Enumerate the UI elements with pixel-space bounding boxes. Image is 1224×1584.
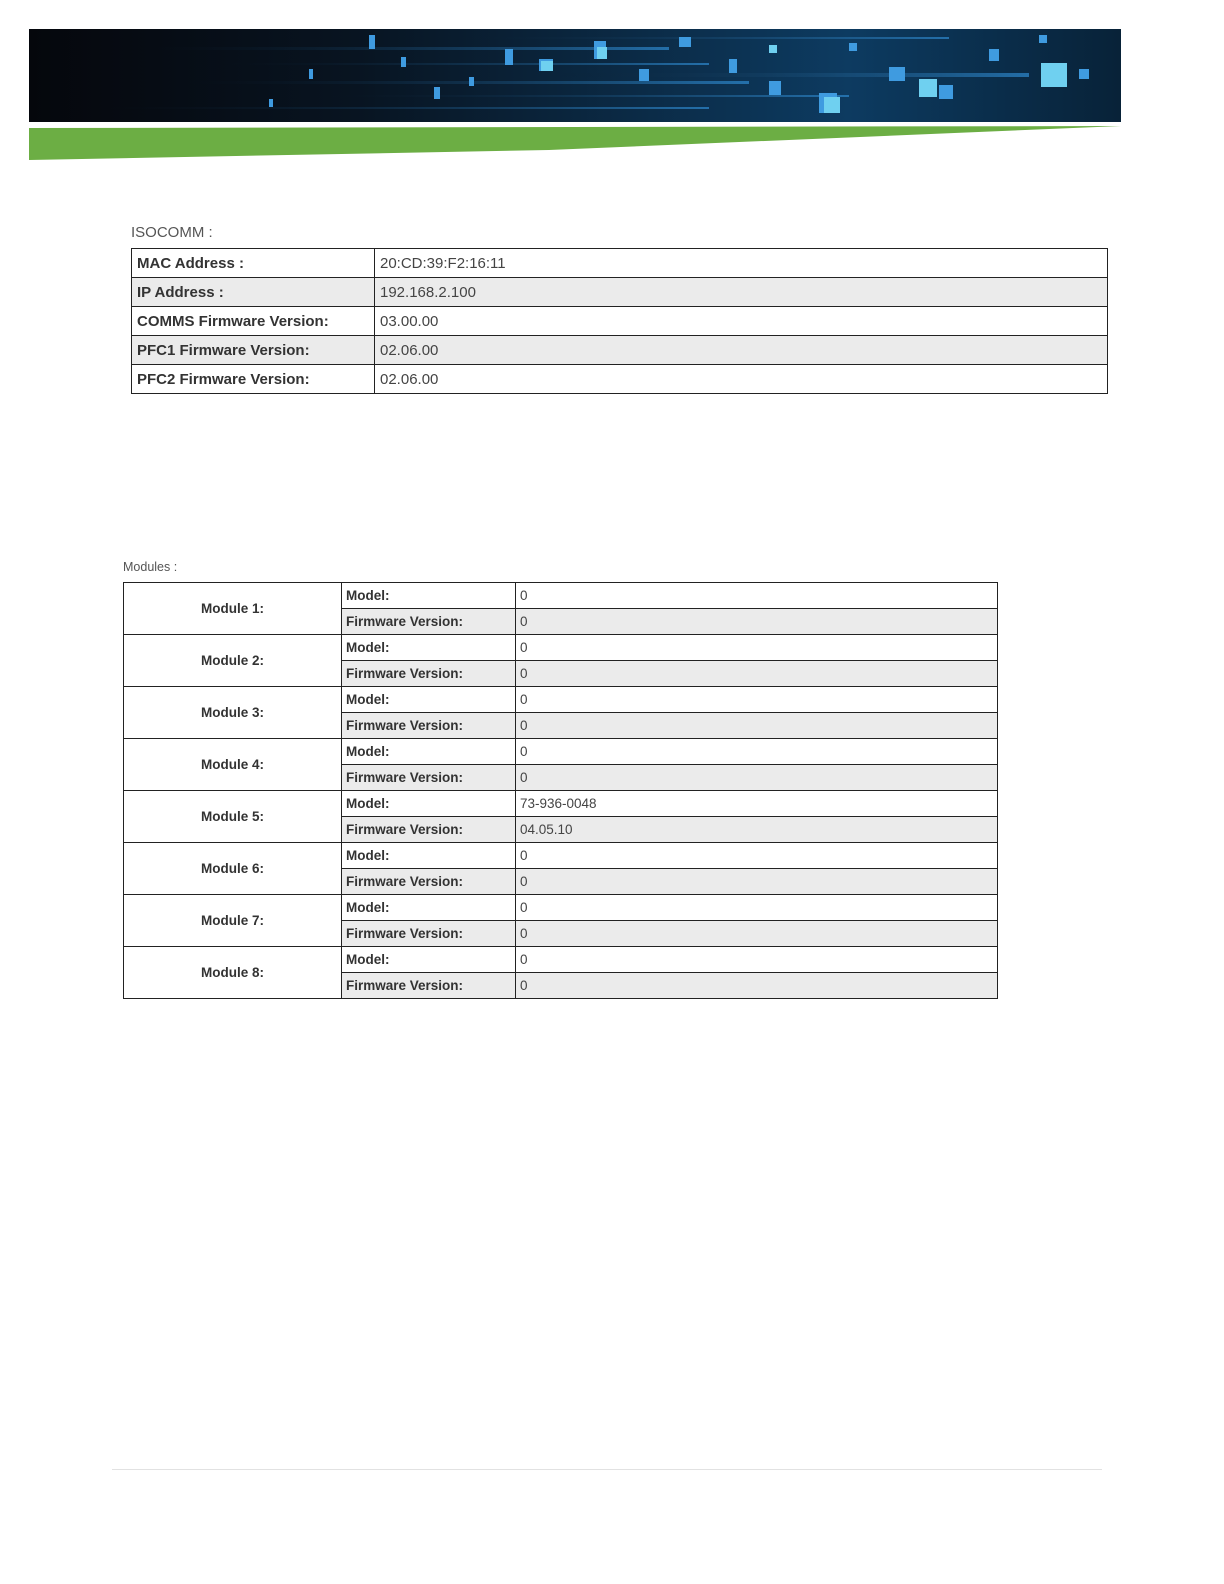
table-row <box>124 791 998 817</box>
table-row <box>124 583 998 609</box>
firmware-label: Firmware Version: <box>342 661 516 687</box>
model-value: 0 <box>516 895 998 921</box>
model-label: Model: <box>342 687 516 713</box>
pfc2-firmware-value: 02.06.00 <box>375 365 1108 394</box>
module-name: Module 4: <box>124 739 342 791</box>
module-name: Module 2: <box>124 635 342 687</box>
footer-divider <box>112 1469 1102 1470</box>
pfc1-firmware-label: PFC1 Firmware Version: <box>132 336 375 365</box>
table-row <box>124 635 998 661</box>
firmware-label: Firmware Version: <box>342 973 516 999</box>
firmware-value: 0 <box>516 713 998 739</box>
firmware-value: 0 <box>516 869 998 895</box>
firmware-value: 04.05.10 <box>516 817 998 843</box>
table-row <box>124 843 998 869</box>
ip-address-label: IP Address : <box>132 278 375 307</box>
comms-firmware-label: COMMS Firmware Version: <box>132 307 375 336</box>
firmware-value: 0 <box>516 765 998 791</box>
header-banner <box>29 29 1121 122</box>
table-row <box>132 278 1108 307</box>
modules-label: Modules : <box>123 560 178 574</box>
ip-address-value: 192.168.2.100 <box>375 278 1108 307</box>
model-label: Model: <box>342 895 516 921</box>
table-row <box>132 336 1108 365</box>
model-label: Model: <box>342 947 516 973</box>
table-row <box>132 365 1108 394</box>
model-value: 0 <box>516 635 998 661</box>
green-swoosh <box>29 122 1121 162</box>
module-name: Module 3: <box>124 687 342 739</box>
model-value: 0 <box>516 583 998 609</box>
firmware-label: Firmware Version: <box>342 817 516 843</box>
table-row <box>132 307 1108 336</box>
firmware-value: 0 <box>516 921 998 947</box>
model-label: Model: <box>342 843 516 869</box>
firmware-label: Firmware Version: <box>342 713 516 739</box>
pfc2-firmware-label: PFC2 Firmware Version: <box>132 365 375 394</box>
model-value: 0 <box>516 843 998 869</box>
model-value: 0 <box>516 947 998 973</box>
firmware-label: Firmware Version: <box>342 921 516 947</box>
table-row <box>132 249 1108 278</box>
isocomm-label: ISOCOMM : <box>131 224 213 241</box>
firmware-label: Firmware Version: <box>342 869 516 895</box>
module-name: Module 5: <box>124 791 342 843</box>
model-value: 73-936-0048 <box>516 791 998 817</box>
table-row <box>124 687 998 713</box>
model-label: Model: <box>342 635 516 661</box>
model-value: 0 <box>516 739 998 765</box>
table-row <box>124 895 998 921</box>
table-row <box>124 947 998 973</box>
modules-table <box>123 582 998 999</box>
module-name: Module 6: <box>124 843 342 895</box>
module-name: Module 8: <box>124 947 342 999</box>
model-value: 0 <box>516 687 998 713</box>
pfc1-firmware-value: 02.06.00 <box>375 336 1108 365</box>
mac-address-label: MAC Address : <box>132 249 375 278</box>
firmware-value: 0 <box>516 661 998 687</box>
module-name: Module 7: <box>124 895 342 947</box>
firmware-label: Firmware Version: <box>342 609 516 635</box>
comms-firmware-value: 03.00.00 <box>375 307 1108 336</box>
mac-address-value: 20:CD:39:F2:16:11 <box>375 249 1108 278</box>
isocomm-table <box>131 248 1108 394</box>
module-name: Module 1: <box>124 583 342 635</box>
table-row <box>124 739 998 765</box>
banner-graphic <box>29 29 1121 122</box>
firmware-value: 0 <box>516 973 998 999</box>
model-label: Model: <box>342 739 516 765</box>
model-label: Model: <box>342 583 516 609</box>
model-label: Model: <box>342 791 516 817</box>
firmware-value: 0 <box>516 609 998 635</box>
firmware-label: Firmware Version: <box>342 765 516 791</box>
